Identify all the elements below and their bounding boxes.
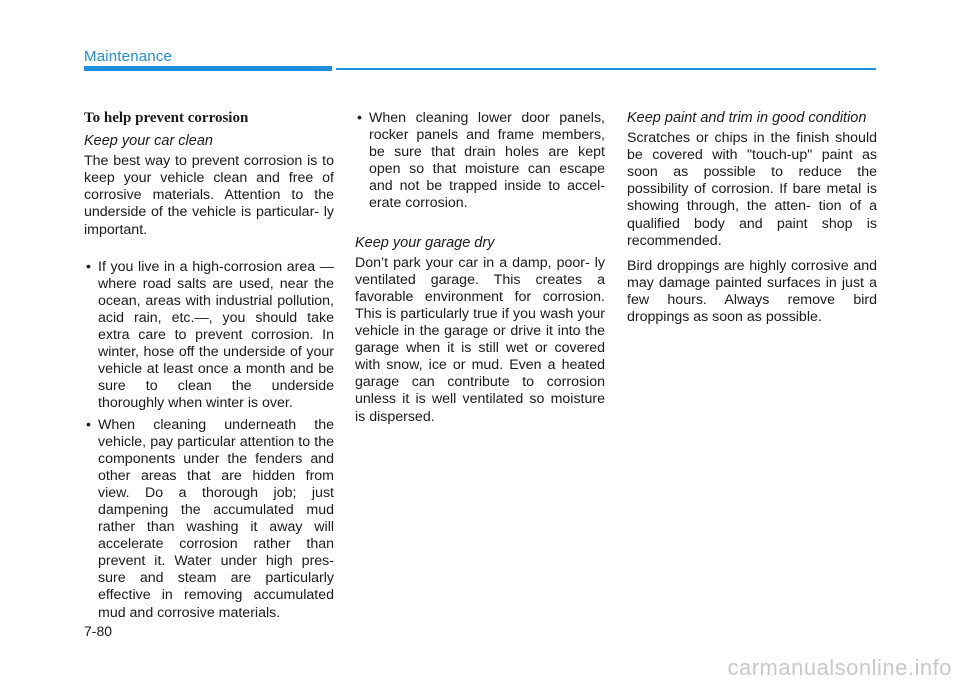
list-item: • If you live in a high-corrosion area — where road salts are used, near the ocean, areas with industrial pollution, acid rain, etc.—, you should take extra care to prevent corrosion. In winter, hose off the underside of your vehicle at least once a month and be sure to clean the underside thoroughly when winter is over. [84, 259, 334, 413]
header-rule-thin [336, 68, 876, 70]
subheading-paint-trim: Keep paint and trim in good condition [627, 110, 867, 126]
watermark: carmanualsonline.info [727, 655, 952, 680]
section-title: Maintenance [84, 48, 173, 65]
paragraph-garage: Don’t park your car in a damp, poor- ly ventilated garage. This creates a favorable environment for corrosion. This is particularly true if you wash your vehicle in the garage or drive it into the garage when it is still wet or covered with snow, ice or mud. Even a heated garage can contribute to corrosion unless it is well ventilated so moisture is dispersed. [355, 254, 605, 425]
list-item: • When cleaning underneath the vehicle, pay particular attention to the components under the fenders and other areas that are hidden from view. Do a thorough job; just dampening the accumulated mud rather than washing it away will accelerate corrosion rather than prevent it. Water under high pres- sure and steam are particularly effective in removing accumulated mud and corrosive materials. [84, 417, 334, 622]
column-2 [355, 110, 605, 434]
column-1 [84, 110, 334, 632]
paragraph-bird-droppings: Bird droppings are highly corrosive and may damage painted surfaces in just a few hours. Always remove bird droppings as soon as possible. [627, 257, 877, 326]
paragraph-clean: The best way to prevent corrosion is to keep your vehicle clean and free of corrosive materials. Attention to the underside of the vehicle is particular- ly important. [84, 153, 334, 238]
subheading-garage-dry: Keep your garage dry [355, 234, 495, 251]
bullet-list-1 [84, 259, 334, 622]
page-number: 7-80 [84, 623, 113, 639]
subheading-keep-car-clean: Keep your car clean [84, 133, 213, 150]
header-rule-thick [84, 66, 332, 71]
list-item: • When cleaning lower door panels, rocker panels and frame members, be sure that drain holes are kept open so that moisture can escape and not be trapped inside to accel- erate corrosion. [355, 110, 605, 213]
column-3 [627, 110, 877, 334]
section-heading: To help prevent corrosion [84, 110, 249, 126]
paragraph-touch-up: Scratches or chips in the finish should be covered with "touch-up" paint as soon as possible to reduce the possibility of corrosion. If bare metal is showing through, the atten- tion of a qualified body and paint shop is recommended. [627, 130, 877, 249]
bullet-list-2 [355, 110, 605, 213]
